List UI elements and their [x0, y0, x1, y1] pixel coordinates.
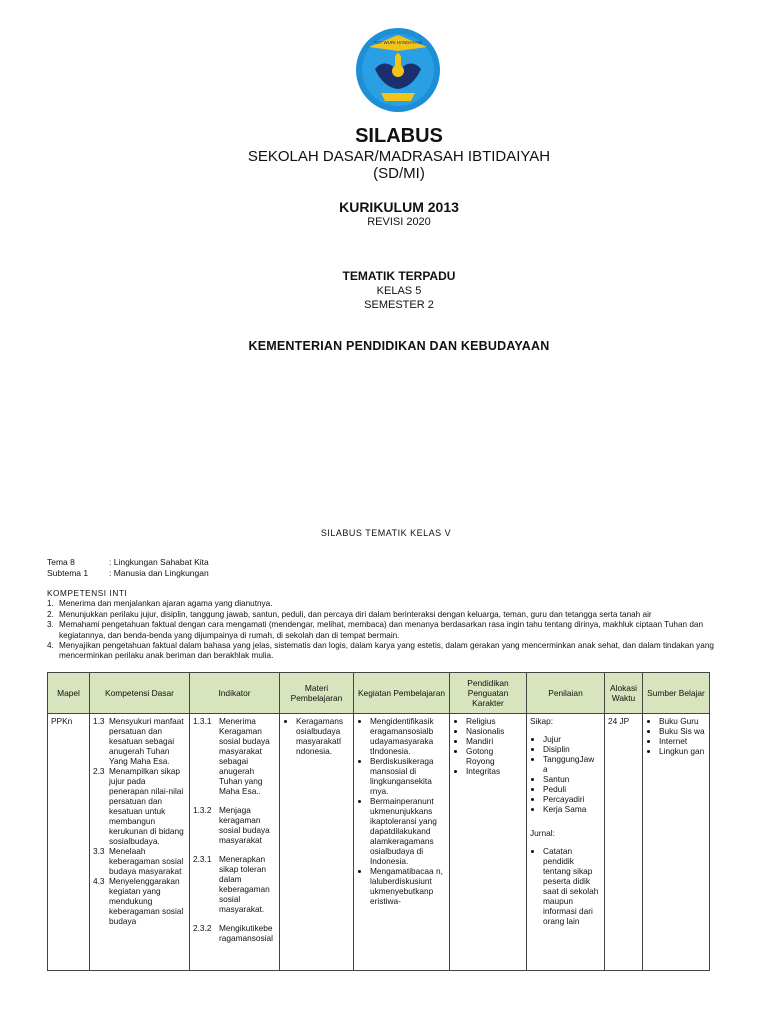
ki-item [47, 620, 722, 641]
materi-item: • Keragamans osialbudaya masyarakatI ndonesia. [296, 716, 350, 756]
karakter-item: • Mandiri [466, 736, 523, 746]
syllabus-table [47, 672, 710, 971]
revision-label: REVISI 2020 [367, 216, 431, 228]
tut-wuri-handayani-logo [355, 27, 441, 113]
cell-materi [280, 714, 354, 971]
sikap-list [530, 734, 601, 814]
jurnal-label: Jurnal: [530, 828, 555, 838]
header-mapel: Mapel [48, 673, 90, 714]
sikap-item: • TanggungJaw a [543, 754, 601, 774]
indikator-item [193, 923, 276, 943]
header-indikator: Indikator [190, 673, 280, 714]
kd-item [93, 716, 186, 766]
indikator-item [193, 805, 276, 845]
ki-num: 2. [47, 609, 54, 619]
sumber-item: • Lingkun gan [659, 746, 706, 756]
kd-num: 3.3 [93, 846, 105, 856]
ki-item [47, 599, 722, 609]
header-materi: Materi Pembelajaran [280, 673, 354, 714]
header-kompetensi-dasar: Kompetensi Dasar [90, 673, 190, 714]
ki-item [47, 610, 722, 620]
school-level: SEKOLAH DASAR/MADRASAH IBTIDAIYAH [247, 148, 551, 165]
kd-text: Menelaah keberagaman sosial budaya masyarakat [109, 846, 184, 876]
karakter-item: • Gotong Royong [466, 746, 523, 766]
indikator-text: Menerapkan sikap toleran dalam keberagaman sosial masyarakat. [219, 854, 270, 914]
karakter-item: • Religius [466, 716, 523, 726]
ki-text: Menerima dan menjalankan ajaran agama yang dianutnya. [59, 599, 273, 609]
sikap-item: • Percayadiri [543, 794, 601, 804]
kd-item [93, 846, 186, 876]
table-header-row [48, 673, 710, 714]
cell-mapel: PPKn [48, 714, 90, 971]
sumber-item: • Buku Guru [659, 716, 706, 726]
indikator-num: 1.3.2 [193, 805, 212, 815]
table-row [48, 714, 710, 971]
header-penilaian: Penilaian [527, 673, 605, 714]
indikator-num: 2.3.2 [193, 923, 212, 933]
syllabus-title: SILABUS TEMATIK KELAS V [320, 528, 452, 538]
sikap-item: • Disiplin [543, 744, 601, 754]
ki-text: Memahami pengetahuan faktual dengan cara mengamati (mendengar, melihat, membaca) dan menanya berdasarkan rasa ingin tahu tentang dirinya, makhluk ciptaan Tuhan dan kegiatannya, dan benda-benda yang dijumpainya di rumah, di sekolah dan di tempat bermain. [59, 620, 704, 640]
grade-label: KELAS 5 [376, 285, 422, 297]
jurnal-list [530, 846, 601, 926]
kegiatan-list [357, 716, 446, 906]
ki-num: 4. [47, 641, 54, 651]
logo-motto-text: TUT WURI HANDAYANI [373, 40, 423, 45]
kegiatan-item: • Bermainperanunt ukmenunjukkans ikaptoleransi yang dapatdilakukand alamkeragamans osialbudaya di Indonesia. [370, 796, 446, 866]
sumber-list [646, 716, 706, 756]
cell-alokasi: 24 JP [605, 714, 643, 971]
sikap-item: • Jujur [543, 734, 601, 744]
header-sumber: Sumber Belajar [643, 673, 710, 714]
ki-num: 3. [47, 620, 54, 630]
theme-type: TEMATIK TERPADU [342, 269, 456, 283]
subtema-value: : Manusia dan Lingkungan [109, 568, 209, 578]
kd-item [93, 876, 186, 926]
indikator-text: Mengikutikebe ragamansosial [219, 923, 273, 943]
sikap-item: • Santun [543, 774, 601, 784]
indikator-item [193, 716, 276, 796]
cell-kompetensi-dasar [90, 714, 190, 971]
sikap-item: • Peduli [543, 784, 601, 794]
cell-karakter [450, 714, 527, 971]
ki-list [47, 599, 722, 661]
kegiatan-item: • Mengidentifikasik eragamansosialb udayamasyaraka tIndonesia. [370, 716, 446, 756]
header-karakter: Pendidikan Penguatan Karakter [450, 673, 527, 714]
kd-text: Menampilkan sikap jujur pada penerapan nilai-nilai persatuan dan kesatuan untuk membangun kerukunan di bidang sosialbudaya. [109, 766, 184, 846]
semester-label: SEMESTER 2 [364, 299, 434, 311]
cell-sumber [643, 714, 710, 971]
cell-penilaian [527, 714, 605, 971]
subtema-label: Subtema 1 [47, 568, 89, 578]
indikator-item [193, 854, 276, 914]
cell-indikator [190, 714, 280, 971]
tema-line [47, 557, 209, 567]
kegiatan-item: • Mengamatibacaa n, laluberdiskusiunt ukmenyebutkanp eristiwa- [370, 866, 446, 906]
header-kegiatan: Kegiatan Pembelajaran [354, 673, 450, 714]
kd-num: 1.3 [93, 716, 105, 726]
karakter-item: • Integritas [466, 766, 523, 776]
kd-item [93, 766, 186, 846]
kd-num: 4.3 [93, 876, 105, 886]
karakter-item: • Nasionalis [466, 726, 523, 736]
indikator-text: Menjaga keragaman sosial budaya masyarakat [219, 805, 270, 845]
ki-text: Menunjukkan perilaku jujur, disiplin, tanggung jawab, santun, peduli, dan percaya diri dalam berinteraksi dengan keluarga, teman, guru dan tetangga serta tanah air [59, 609, 652, 619]
indikator-num: 1.3.1 [193, 716, 212, 726]
school-level-abbr: (SD/MI) [373, 165, 425, 182]
sikap-label: Sikap: [530, 716, 554, 726]
curriculum-title: KURIKULUM 2013 [339, 199, 459, 215]
sumber-item: • Internet [659, 736, 706, 746]
ki-text: Menyajikan pengetahuan faktual dalam bahasa yang jelas, sistematis dan logis, dalam karya yang estetis, dalam gerakan yang mencerminkan anak sehat, dan dalam tindakan yang mencerminkan perilaku anak beriman dan berakhlak mulia. [59, 641, 714, 661]
indikator-text: Menerima Keragaman sosial budaya masyarakat sebagai anugerah Tuhan yang Maha Esa.. [219, 716, 270, 796]
document-title: SILABUS [355, 125, 443, 147]
ki-heading: KOMPETENSI INTI [47, 589, 128, 598]
materi-list [283, 716, 350, 756]
kd-text: Mensyukuri manfaat persatuan dan kesatuan sebagai anugerah Tuhan Yang Maha Esa. [109, 716, 184, 766]
kegiatan-item: • Berdiskusikeraga mansosial di lingkungansekita rnya. [370, 756, 446, 796]
tema-label: Tema 8 [47, 557, 75, 567]
kd-text: Menyelenggarakan kegiatan yang mendukung keberagaman sosial budaya [109, 876, 184, 926]
jurnal-item: • Catatan pendidik tentang sikap peserta didik saat di sekolah maupun informasi dari orang lain [543, 846, 601, 926]
sumber-item: • Buku Sis wa [659, 726, 706, 736]
kompetensi-inti [47, 589, 722, 662]
tema-value: : Lingkungan Sahabat Kita [109, 557, 209, 567]
sikap-item: • Kerja Sama [543, 804, 601, 814]
kd-num: 2.3 [93, 766, 105, 776]
ki-item [47, 641, 722, 662]
indikator-num: 2.3.1 [193, 854, 212, 864]
ki-num: 1. [47, 599, 54, 609]
karakter-list [453, 716, 523, 776]
subtema-line [47, 568, 209, 578]
cell-kegiatan [354, 714, 450, 971]
ministry-name: KEMENTERIAN PENDIDIKAN DAN KEBUDAYAAN [248, 339, 550, 353]
header-alokasi: Alokasi Waktu [605, 673, 643, 714]
